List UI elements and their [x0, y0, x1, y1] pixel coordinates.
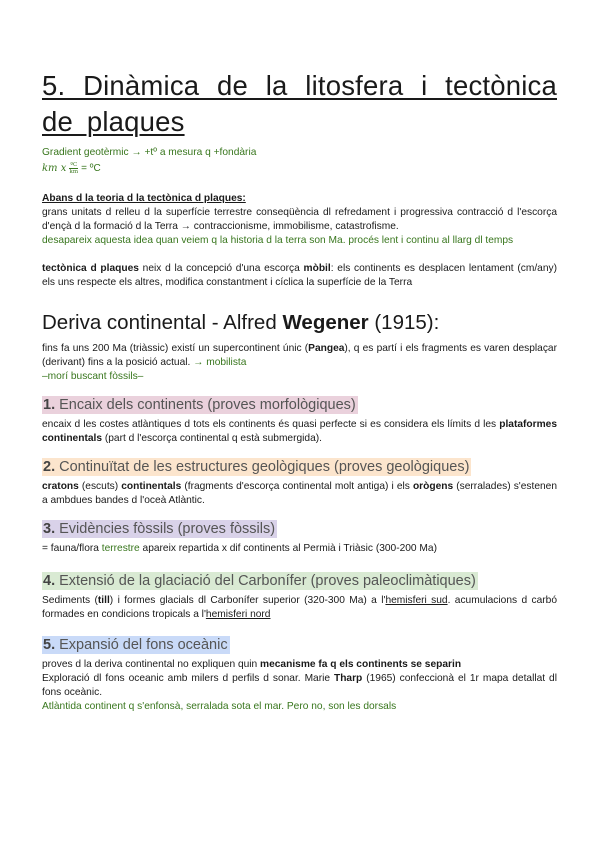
tectonica-paragraph — [42, 262, 557, 290]
section-1-heading — [42, 396, 358, 414]
section-5-title: Expansió del fons oceànic — [55, 636, 228, 653]
section-1-title: Encaix dels continents (proves morfològiques) — [55, 396, 356, 413]
gradient-formula — [42, 160, 557, 178]
section-5-note: Atlàntida continent q s'enfonsà, serralada sota el mar. Pero no, son les dorsals — [42, 700, 397, 712]
section-1 — [42, 396, 557, 446]
mecanisme-term: mecanisme fa q els continents se separin — [260, 658, 462, 670]
pangea-term: Pangea — [308, 342, 345, 354]
section-3-heading — [42, 520, 277, 538]
section-5-line-2 — [42, 672, 557, 700]
section-4-text-1: Sediments ( — [42, 594, 98, 606]
deriva-heading-post: (1915): — [368, 310, 440, 334]
tectonica-text-2: : els continents es desplacen lentament (cm/any) els uns respecte els altres, modifica constantment i cíclica la superfície de la Terra — [42, 262, 557, 288]
hemisferi-sud: hemisferi sud — [385, 594, 448, 606]
deriva-text-2: ), q es partí i els fragments es varen desplaçar (derivant) fins a la posició actual. — [42, 342, 557, 368]
formula-right: = ºC — [81, 163, 101, 174]
section-1-text-1: encaix d les costes atlàntiques d tots els continents és quasi perfecte si es considera els límits d les — [42, 418, 500, 430]
section-5 — [42, 636, 557, 714]
document-page — [42, 68, 557, 714]
deriva-text-1: fins fa uns 200 Ma (triàssic) existí un supercontinent únic ( — [42, 342, 309, 354]
section-2-text-3: (serralades) s'estenen a ambdues bandes d l'oceà Atlàntic. — [42, 480, 557, 506]
formula-denominator: km — [69, 169, 79, 175]
section-4-text-3: . acumulacions d carbó formades en condicions tropicals a l' — [42, 594, 557, 620]
tectonica-text-1: neix d la concepció d'una escorça — [138, 262, 304, 274]
section-3 — [42, 520, 557, 556]
section-3-text-2: apareix repartida x dif continents al Permià i Triàsic (300-200 Ma) — [139, 542, 437, 554]
deriva-paragraph — [42, 342, 557, 370]
tectonica-term: tectònica d plaques — [42, 262, 139, 274]
orogens-term: orògens — [412, 480, 454, 492]
section-5-text-1: proves d la deriva continental no expliquen quin — [42, 658, 261, 670]
formula-fraction — [69, 162, 78, 175]
section-2-heading — [42, 458, 471, 476]
tharp-name: Tharp — [333, 672, 363, 684]
section-4-text — [42, 594, 557, 622]
page-title: 5. Dinàmica de la litosfera i tectònica de plaques — [42, 70, 557, 137]
deriva-heading-pre: Deriva continental - Alfred — [42, 310, 283, 334]
section-5-text-3: (1965) confeccionà el 1r mapa detallat dl fons oceànic. — [42, 672, 557, 698]
section-4-heading — [42, 572, 478, 590]
section-1-text-2: (part d l'escorça continental q està submergida). — [102, 432, 322, 444]
section-1-number: 1. — [43, 396, 56, 413]
till-term: till — [97, 594, 110, 606]
mobil-term: mòbil — [303, 262, 331, 274]
section-2-text — [42, 480, 557, 508]
section-1-text — [42, 418, 557, 446]
section-5-heading — [42, 636, 230, 654]
hemisferi-nord: hemisferi nord — [205, 608, 271, 620]
abans-block — [42, 192, 557, 248]
section-3-number: 3. — [43, 520, 56, 537]
section-5-line-1 — [42, 658, 557, 672]
section-3-text-1: = fauna/flora — [42, 542, 102, 554]
wegener-name: Wegener — [282, 310, 369, 334]
section-3-text — [42, 542, 557, 556]
section-5-text-2: Exploració dl fons oceanic amb milers d perfils d sonar. Marie — [42, 672, 334, 684]
abans-heading: Abans d la teoria d la tectònica d plaques: — [42, 192, 246, 204]
formula-numerator: ºC — [70, 162, 78, 168]
section-2 — [42, 458, 557, 508]
formula-left: km x — [42, 163, 67, 174]
section-3-title: Evidències fòssils (proves fòssils) — [55, 520, 276, 537]
section-4-text-2: ) i formes glacials dl Carbonífer superior (320-300 Ma) a l' — [109, 594, 386, 606]
section-4 — [42, 572, 557, 622]
section-4-title: Extensió de la glaciació del Carbonífer (proves paleoclimàtiques) — [55, 572, 476, 589]
deriva-note: –morí buscant fòssils– — [42, 370, 144, 382]
plataformes-term: plataformes continentals — [42, 418, 557, 444]
mobilista-note: → mobilista — [193, 356, 247, 368]
section-5-number: 5. — [43, 636, 56, 653]
section-4-number: 4. — [43, 572, 56, 589]
section-2-text-1: (escuts) — [78, 480, 122, 492]
continentals-term: continentals — [121, 480, 182, 492]
deriva-heading — [42, 310, 557, 336]
section-2-number: 2. — [43, 458, 56, 475]
abans-note: desapareix aquesta idea quan veiem q la historia d la terra son Ma. procés lent i continu al llarg dl temps — [42, 234, 514, 246]
gradient-line: Gradient geotèrmic → +tº a mesura q +fondària — [42, 147, 257, 158]
section-2-text-2: (fragments d'escorça continental molt antiga) i els — [181, 480, 413, 492]
abans-text: grans unitats d relleu d la superfície terrestre conseqüència dl refredament i progressiva contracció d l'escorça d'ençà d la formació d la Terra → contraccionisme, immobilisme, catastrofisme. — [42, 206, 557, 232]
terrestre-term: terrestre — [101, 542, 140, 554]
cratons-term: cratons — [42, 480, 79, 492]
section-2-title: Continuïtat de les estructures geològiques (proves geològiques) — [55, 458, 470, 475]
